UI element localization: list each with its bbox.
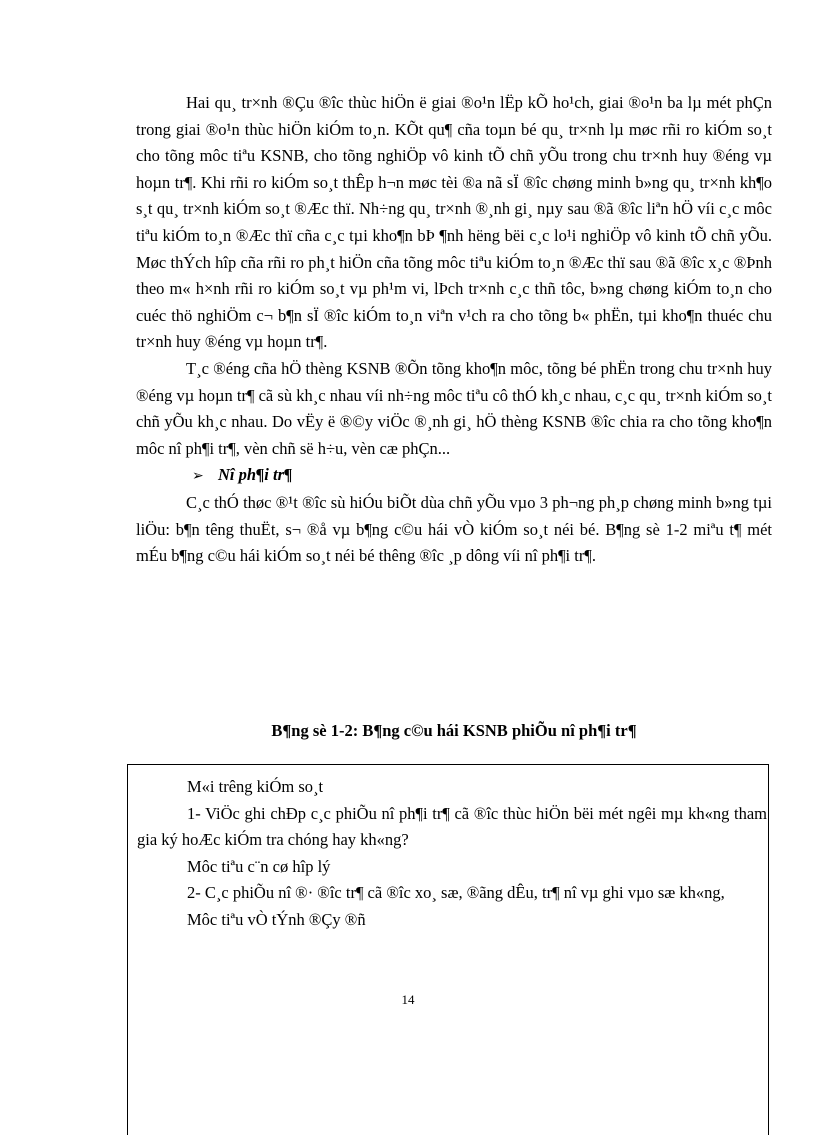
questionnaire-line-3: Môc tiªu c¨n cø hîp lý <box>187 856 331 876</box>
body-text <box>136 90 772 570</box>
questionnaire-line-1: M«i trêng kiÓm so¸t <box>187 777 324 796</box>
questionnaire-line-2: 1- ViÖc ghi chÐp c¸c phiÕu nî ph¶i tr¶ cã ®îc thùc hiÖn bëi mét ngêi mµ kh«ng tham gia ký hoÆc kiÓm tra chóng hay kh«ng? <box>137 803 767 850</box>
arrow-bullet-icon: ➢ <box>192 468 204 485</box>
page-number: 14 <box>401 992 415 1007</box>
paragraph-3: C¸c thÓ thøc ®¹t ®îc sù hiÓu biÕt dùa chñ yÕu vµo 3 ph¬ng ph¸p chøng minh b»ng tµi liÖu: b¶n têng thuËt, s¬ ®å vµ b¶ng c©u hái vÒ kiÓm so¸t néi bé. B¶ng sè 1-2 miªu t¶ mét mÉu b¶ng c©u hái kiÓm so¸t néi bé thêng ®îc ¸p dông víi nî ph¶i tr¶. <box>136 492 772 566</box>
bullet-heading-text: Nî ph¶i tr¶ <box>218 465 293 485</box>
table-title: B¶ng sè 1-2: B¶ng c©u hái KSNB phiÕu nî ph¶i tr¶ <box>271 721 637 740</box>
questionnaire-line-5: Môc tiªu vÒ tÝnh ®Çy ®ñ <box>187 909 366 929</box>
questionnaire-line-4: 2- C¸c phiÕu nî ®· ®îc tr¶ cã ®îc xo¸ sæ, ®ãng dÊu, tr¶ nî vµ ghi vµo sæ kh«ng, <box>187 883 725 903</box>
questionnaire-box <box>127 764 769 1135</box>
bullet-heading <box>136 462 772 490</box>
paragraph-2: T¸c ®éng cña hÖ thèng KSNB ®Õn tõng kho¶n môc, tõng bé phËn trong chu tr×nh huy ®éng vµ hoµn tr¶ cã sù kh¸c nhau víi nh÷ng môc tiªu cô thÓ kh¸c nhau, c¸c qu¸ tr×nh kiÓm so¸t chñ yÕu kh¸c nhau. Do vËy ë ®©y viÖc ®¸nh gi¸ hÖ thèng KSNB ®îc chia ra cho tõng kho¶n môc nî ph¶i tr¶, vèn chñ së h÷u, vèn cæ phÇn... <box>136 358 772 458</box>
questionnaire-content <box>137 774 767 934</box>
paragraph-1: Hai qu¸ tr×nh ®Çu ®îc thùc hiÖn ë giai ®o¹n lËp kÕ ho¹ch, giai ®o¹n ba lµ mét phÇn trong giai ®o¹n thùc hiÖn kiÓm to¸n. KÕt qu¶ cña toµn bé qu¸ tr×nh lµ møc rñi ro kiÓm so¸t cho tõng môc tiªu KSNB, cho tõng nghiÖp vô kinh tÕ chñ yÕu trong chu tr×nh huy ®éng vµ hoµn tr¶. Khi rñi ro kiÓm so¸t thÊp h¬n møc tèi ®a nã sÏ ®îc chøng minh b»ng qu¸ tr×nh kh¶o s¸t qu¸ tr×nh kiÓm so¸t ®Æc thï. Nh÷ng qu¸ tr×nh ®¸nh gi¸ nµy sau ®ã ®îc liªn hÖ víi c¸c môc tiªu kiÓm to¸n ®Æc thï cña c¸c tµi kho¶n bÞ ¶nh hëng bëi c¸c lo¹i nghiÖp vô kinh tÕ chñ yÕu. Møc thÝch hîp cña rñi ro ph¸t hiÖn cña tõng môc tiªu kiÓm to¸n ®Æc thï sau ®ã ®îc x¸c ®Þnh theo m« h×nh rñi ro kiÓm so¸t vµ ph¹m vi, lÞch tr×nh c¸c thñ tôc, b»ng chøng kiÓm to¸n cho cuéc thö nghiÖm c¬ b¶n sÏ ®îc kiÓm to¸n viªn v¹ch ra cho tõng b« phËn, tµi kho¶n thuéc chu tr×nh huy ®éng vµ hoµn tr¶. <box>136 93 772 352</box>
